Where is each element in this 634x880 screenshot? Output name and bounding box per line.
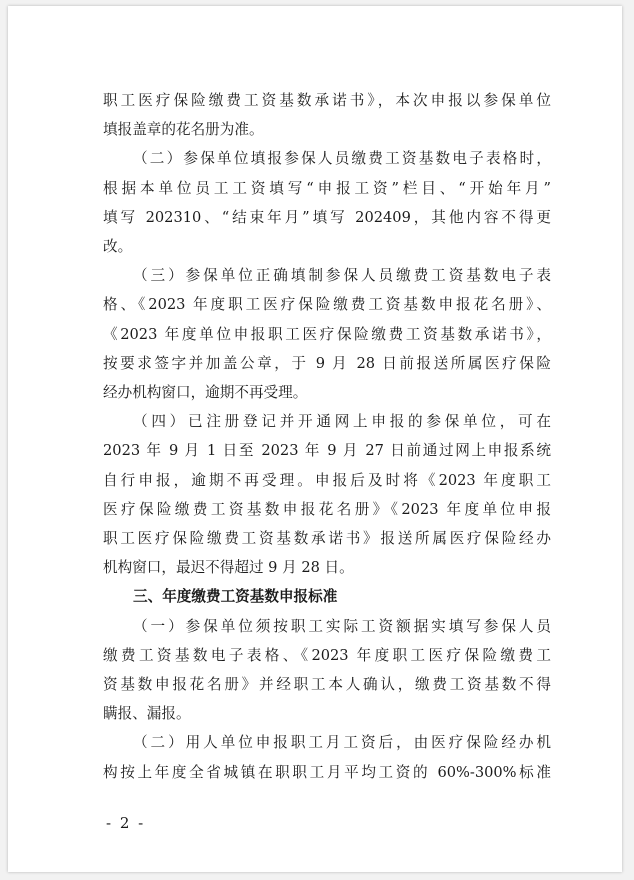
text-line: （四）已注册登记并开通网上申报的参保单位，可在 [133, 413, 551, 431]
section-heading: 三、年度缴费工资基数申报标准 [133, 588, 338, 606]
text-line: 资基数申报花名册》并经职工本人确认，缴费工资基数不得 [103, 676, 551, 694]
text-line: 格、《2023 年度职工医疗保险缴费工资基数申报花名册》、 [103, 296, 551, 314]
text-line: 瞒报、漏报。 [103, 705, 191, 723]
text-line: 《2023 年度单位申报职工医疗保险缴费工资基数承诺书》， [103, 325, 551, 343]
text-line: 按要求签字并加盖公章，于 9 月 28 日前报送所属医疗保险 [103, 354, 551, 372]
text-line: 2023 年 9 月 1 日至 2023 年 9 月 27 日前通过网上申报系统 [103, 442, 551, 460]
document-page [8, 6, 622, 872]
document-body [103, 86, 551, 787]
text-line: 缴费工资基数电子表格、《2023 年度职工医疗保险缴费工 [103, 646, 551, 664]
text-line: （二）参保单位填报参保人员缴费工资基数电子表格时， [133, 150, 551, 168]
text-line: 经办机构窗口，逾期不再受理。 [103, 384, 308, 402]
text-line: 根据本单位员工工资填写“申报工资”栏目、“开始年月” [103, 179, 551, 197]
text-line: 构按上年度全省城镇在职职工月平均工资的 60%-300%标准 [103, 763, 551, 781]
text-line: 职工医疗保险缴费工资基数承诺书》，本次申报以参保单位 [103, 92, 551, 109]
page-number: - 2 - [106, 814, 146, 832]
text-line: （二）用人单位申报职工月工资后，由医疗保险经办机 [133, 734, 551, 752]
text-line: 机构窗口，最迟不得超过 9 月 28 日。 [103, 559, 354, 577]
text-line: 职工医疗保险缴费工资基数承诺书》报送所属医疗保险经办 [103, 530, 551, 548]
text-line: （三）参保单位正确填制参保人员缴费工资基数电子表 [133, 267, 551, 285]
text-line: 自行申报，逾期不再受理。申报后及时将《2023 年度职工 [103, 471, 551, 489]
text-line: 填报盖章的花名册为准。 [103, 121, 264, 139]
text-line: （一）参保单位须按职工实际工资额据实填写参保人员 [133, 617, 551, 635]
text-line: 改。 [103, 238, 133, 256]
text-line: 医疗保险缴费工资基数申报花名册》《2023 年度单位申报 [103, 500, 551, 518]
text-line: 填写 202310、“结束年月”填写 202409，其他内容不得更 [103, 208, 551, 226]
